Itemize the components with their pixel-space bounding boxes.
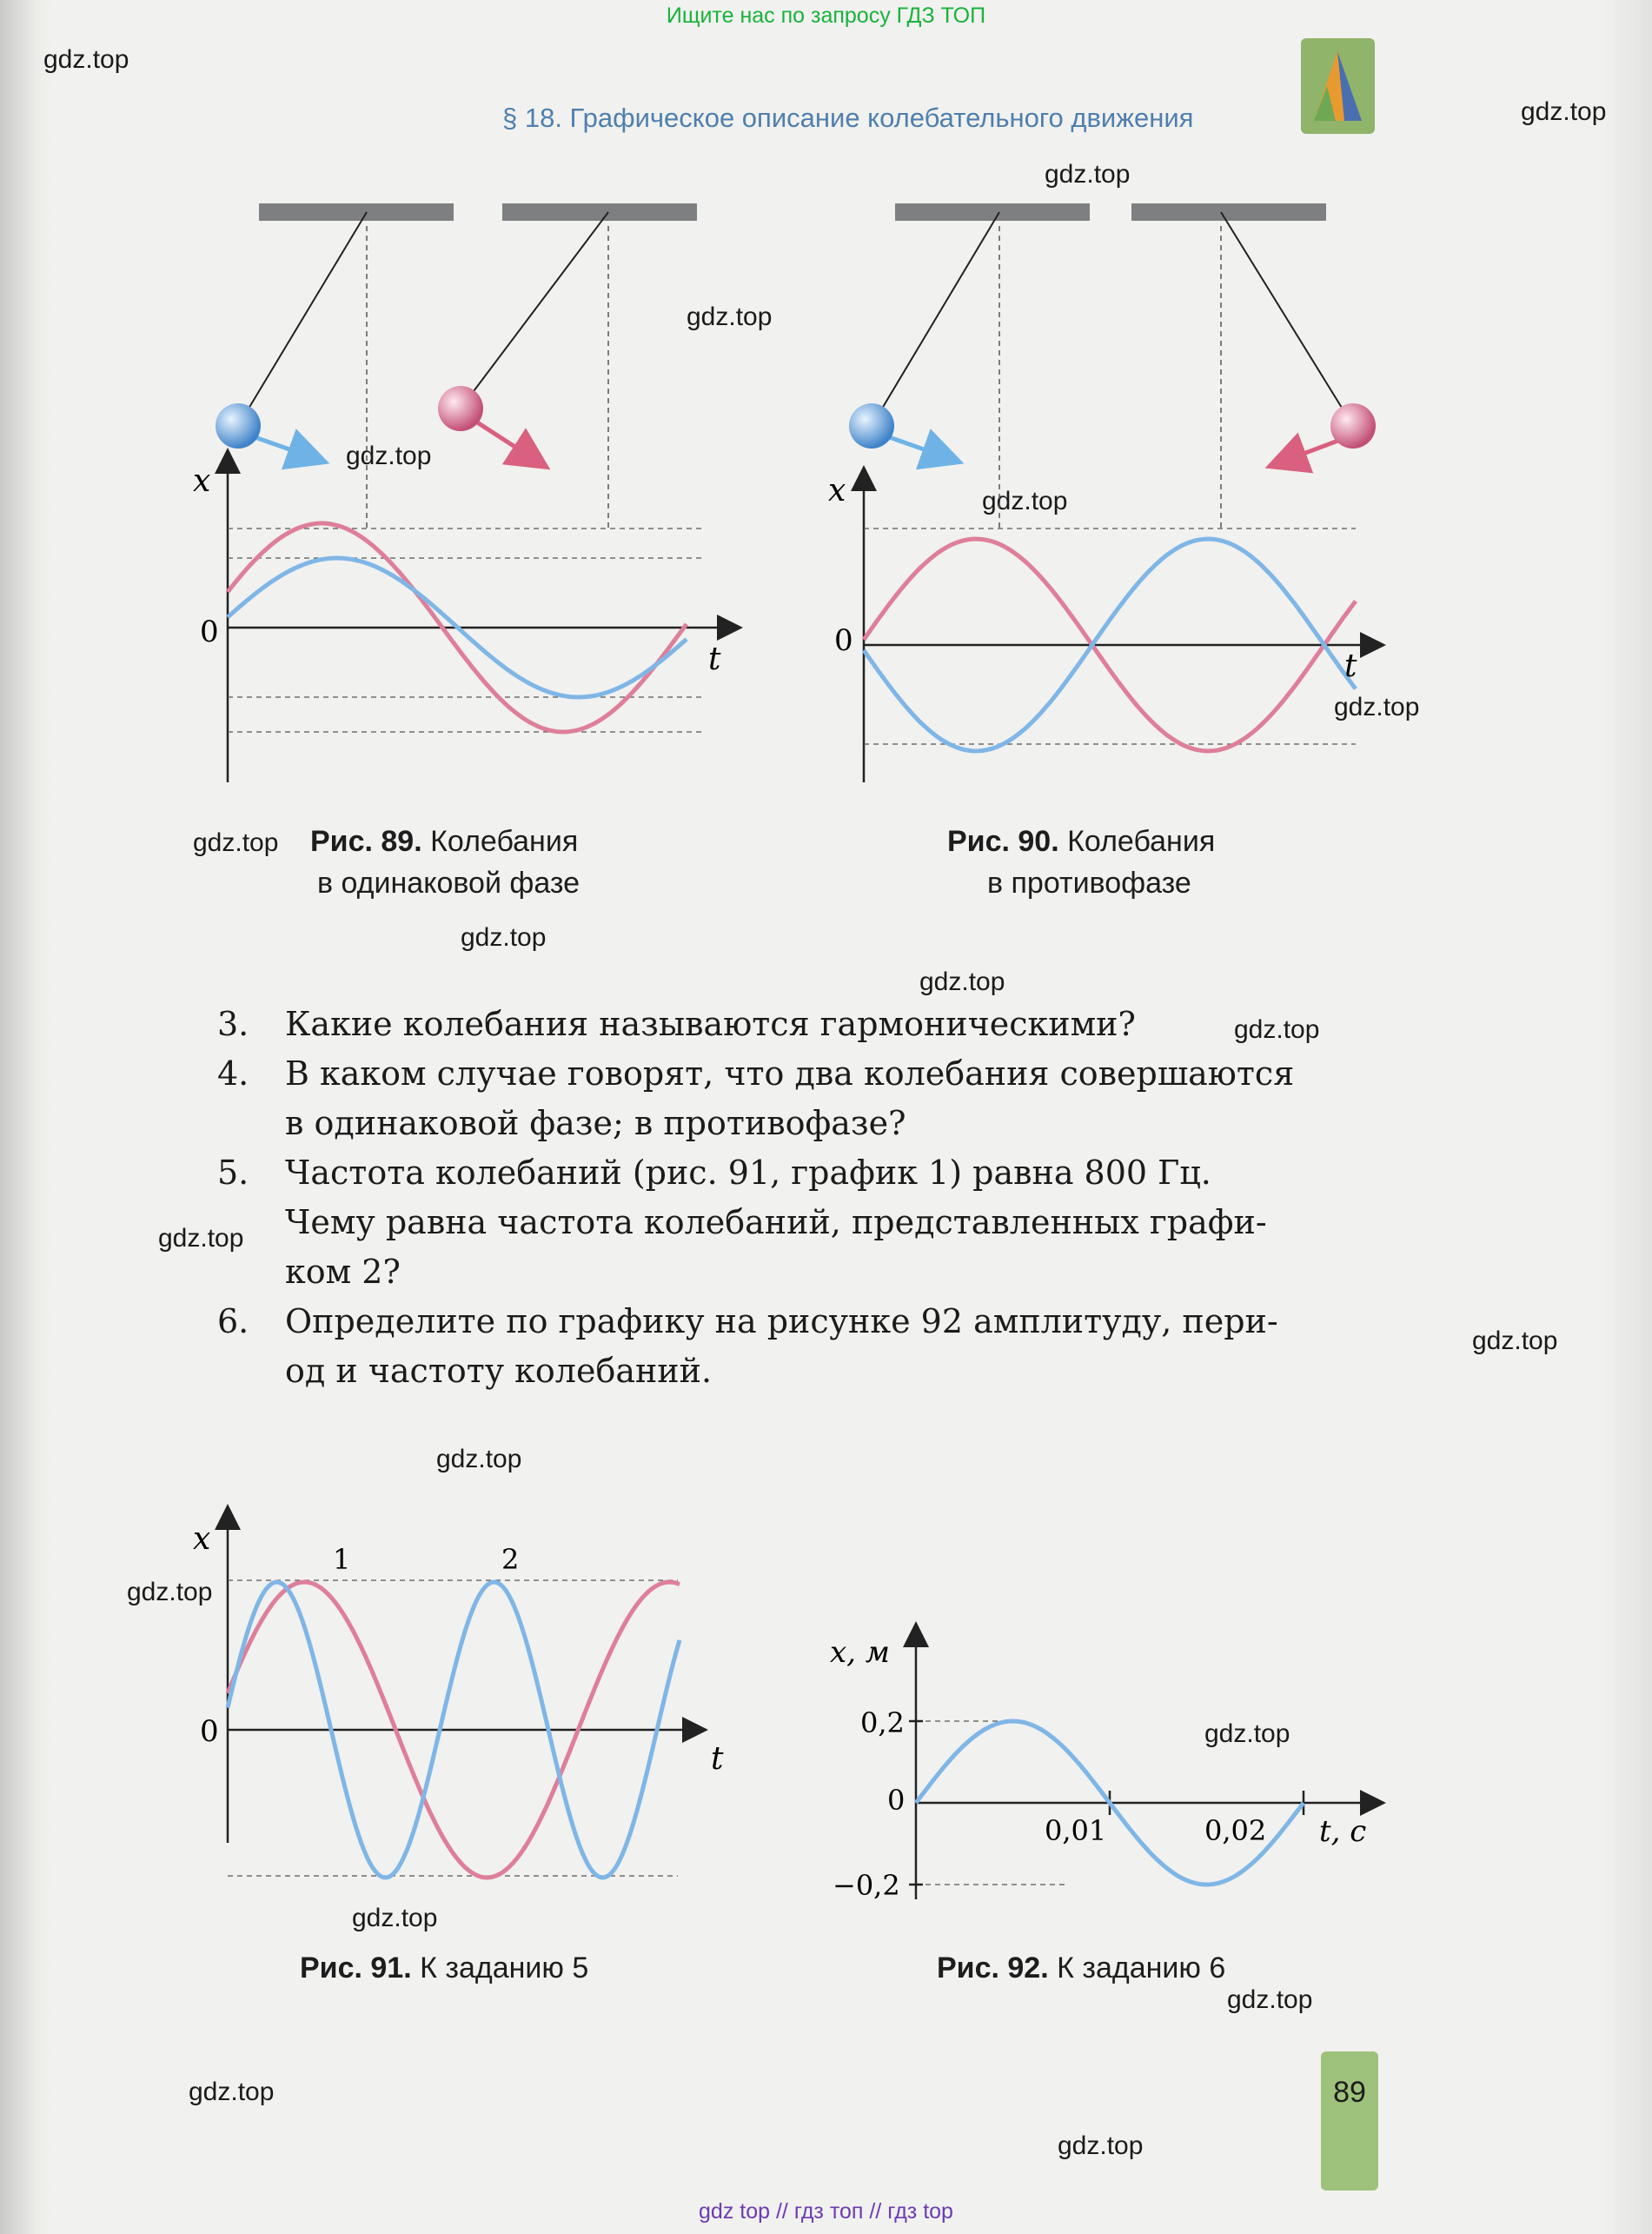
top-search-link[interactable]: Ищите нас по запросу ГДЗ ТОП [666, 3, 986, 28]
fig92-origin: 0 [887, 1784, 906, 1817]
watermark: gdz.top [193, 828, 279, 857]
question-6-cont: од и частоту колебаний. [285, 1352, 713, 1390]
watermark: gdz.top [1058, 2131, 1144, 2160]
watermark: gdz.top [982, 487, 1068, 515]
fig89-caption [310, 821, 580, 904]
fig91-caption-text: К заданию 5 [420, 1951, 589, 1985]
fig92-t2: 0,02 [1204, 1814, 1267, 1847]
running-header: § 18. Графическое описание колебательного движения [502, 103, 1194, 133]
fig91-graph [193, 1517, 724, 1878]
fig91-number: Рис. 91. [300, 1951, 412, 1985]
fig90-caption-line1: Колебания [1067, 825, 1216, 858]
question-4: 4. В каком случае говорят, что два колебания совершаются [217, 1054, 1295, 1093]
watermark: gdz.top [1234, 1015, 1320, 1044]
fig92-t1: 0,01 [1045, 1814, 1107, 1847]
fig92-number: Рис. 92. [937, 1951, 1049, 1985]
fig91-caption [300, 1947, 588, 1989]
fig89-axis-t: t [708, 642, 721, 677]
fig92-y-pos: 0,2 [860, 1706, 905, 1739]
fig90-axis-x: x [828, 473, 846, 509]
fig89-pendulums [216, 203, 697, 530]
pink-ball-icon [1330, 403, 1376, 449]
fig92-caption [937, 1947, 1225, 1989]
fig90-pendulums [849, 203, 1376, 530]
questions-list [217, 1000, 1382, 1396]
fig90-caption [947, 821, 1215, 904]
fig90-origin: 0 [834, 623, 853, 658]
watermark: gdz.top [346, 442, 432, 470]
question-6: 6. Определите по графику на рисунке 92 амплитуду, пери- [217, 1302, 1278, 1340]
watermark: gdz.top [919, 967, 1005, 996]
fig91-label-1: 1 [333, 1543, 351, 1576]
blue-ball-icon [216, 403, 261, 449]
blue-ball-icon [849, 403, 894, 449]
page-number-tab [1321, 2051, 1378, 2191]
watermark: gdz.top [436, 1445, 522, 1473]
watermark: gdz.top [1334, 693, 1420, 721]
watermark: gdz.top [461, 923, 547, 952]
watermark: gdz.top [1521, 97, 1607, 126]
fig89-axis-x: x [193, 463, 211, 499]
watermark: gdz.top [1227, 1985, 1313, 2014]
watermark: gdz.top [1045, 160, 1131, 189]
fig92-axis-x: x, м [830, 1635, 890, 1670]
watermark: gdz.top [127, 1578, 213, 1606]
watermark: gdz.top [1472, 1326, 1558, 1355]
bottom-links[interactable]: gdz top // гдз топ // гдз top [699, 2199, 953, 2224]
question-3: 3. Какие колебания называются гармоническими? [217, 1005, 1136, 1043]
fig89-origin: 0 [200, 615, 219, 649]
question-5-cont2: ком 2? [285, 1253, 401, 1291]
fig92-axis-t: t, c [1319, 1814, 1367, 1849]
fig89-caption-line2: в одинаковой фазе [317, 867, 580, 900]
watermark: gdz.top [43, 45, 129, 74]
page-number: 89 [1333, 2076, 1366, 2109]
watermark: gdz.top [158, 1224, 244, 1253]
fig91-label-2: 2 [501, 1543, 520, 1576]
fig90-number: Рис. 90. [947, 825, 1059, 858]
fig89-graph [193, 461, 730, 782]
watermark: gdz.top [1204, 1719, 1290, 1748]
fig90-graph [828, 473, 1373, 782]
question-5: 5. Частота колебаний (рис. 91, график 1) равна 800 Гц. [217, 1154, 1211, 1192]
fig91-origin: 0 [200, 1714, 219, 1749]
question-5-cont: Чему равна частота колебаний, представленных графи- [285, 1203, 1267, 1241]
fig92-y-neg: −0,2 [833, 1869, 900, 1902]
fig91-axis-x: x [193, 1521, 211, 1557]
pink-ball-icon [438, 386, 483, 431]
fig89-caption-line1: Колебания [430, 825, 579, 858]
watermark: gdz.top [352, 1904, 438, 1932]
fig90-caption-line2: в противофазе [987, 867, 1191, 900]
watermark: gdz.top [189, 2078, 275, 2106]
fig90-axis-t: t [1344, 648, 1357, 684]
watermark: gdz.top [687, 303, 773, 331]
fig92-caption-text: К заданию 6 [1057, 1951, 1226, 1985]
fig91-axis-t: t [711, 1741, 724, 1777]
fig92-graph [830, 1634, 1373, 1902]
fig89-number: Рис. 89. [310, 825, 422, 858]
question-4-cont: в одинаковой фазе; в противофазе? [285, 1104, 906, 1142]
